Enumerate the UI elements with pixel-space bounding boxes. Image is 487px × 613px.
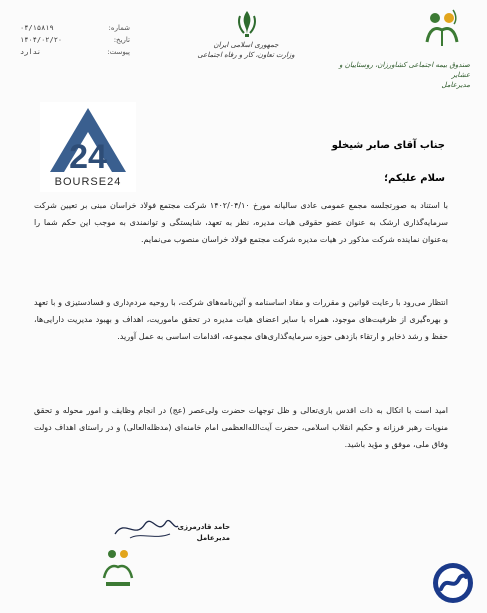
- ministry-name: [196, 40, 296, 60]
- meta-label: تاریخ:: [113, 36, 130, 44]
- bourse24-mark-icon: [40, 102, 136, 176]
- fund-logo-icon: [423, 8, 461, 48]
- svg-text:24: 24: [69, 138, 107, 176]
- paragraph-appointment: با استناد به صورتجلسه مجمع عمومی عادی سالیانه مورخ ۱۴۰۲/۰۴/۱۰ شرکت مجتمع فولاد خراسان مبنی بر تعیین شرکت سرمایه‌گذاری ارشک به عنوان عضو حقوقی هیات مدیره، نظر به تعهد، شایستگی و توانمندی به موجب این حکم شما را به‌عنوان نماینده شرکت مذکور در هیات مدیره شرکت مجتمع فولاد خراسان منصوب می‌نمایم.: [34, 201, 448, 244]
- watermark-logo-icon: [431, 561, 475, 605]
- letter-meta: [20, 22, 130, 58]
- signatory: [160, 522, 230, 544]
- signatory-role: مدیرعامل: [196, 534, 230, 542]
- bourse24-logo: [40, 102, 136, 192]
- paragraph-closing: امید است با اتکال به ذات اقدس باری‌تعالی و ظل توجهات حضرت ولی‌عصر (عج) در انجام وظایف و امور محوله و تحقق منویات رهبر فرزانه و حکیم انقلاب اسلامی، حضرت آیت‌الله‌العظمی امام خامنه‌ای (مدظله‌العالی) و در راستای اهداف دولت وفاق ملی، موفق و مؤید باشید.: [34, 406, 448, 449]
- fund-name: [330, 60, 470, 90]
- meta-number: [20, 22, 130, 34]
- bourse24-wordmark: BOURSE24: [54, 176, 122, 188]
- greeting: سلام علیکم؛: [384, 173, 445, 184]
- meta-date: [20, 34, 130, 46]
- iran-emblem-icon: [232, 8, 262, 38]
- signatory-name: حامد قادرمرزی: [177, 523, 230, 531]
- org-line2: مدیرعامل: [441, 81, 470, 89]
- ministry-line1: جمهوری اسلامی ایران: [213, 41, 279, 49]
- meta-value: ۱۴۰۴/۰۲/۲۰: [20, 36, 63, 44]
- meta-label: پیوست:: [107, 48, 130, 56]
- stamp-logo-icon: [100, 544, 136, 590]
- ministry-line2: وزارت تعاون، کار و رفاه اجتماعی: [197, 51, 295, 59]
- recipient-title: جناب آقای صابر شیخلو: [331, 140, 445, 151]
- meta-attachment: [20, 46, 130, 58]
- meta-value: ۰۴/۱۵۸۱۹: [20, 24, 54, 32]
- org-line1: صندوق بیمه اجتماعی کشاورزان، روستاییان و عشایر: [339, 61, 470, 79]
- meta-label: شماره:: [108, 24, 130, 32]
- meta-value: ندارد: [20, 48, 42, 56]
- paragraph-expectations: انتظار می‌رود با رعایت قوانین و مقررات و مفاد اساسنامه و آئین‌نامه‌های شرکت، با روحیه مردم‌داری و فسادستیزی و با تعهد و بهره‌گیری از ظرفیت‌های موجود، همراه با سایر اعضای هیات مدیره در تحقق ماموریت، اهداف و بهبود مدیریت دارایی‌ها، حفظ و رشد ذخایر و ارتقاء بازدهی حوزه سرمایه‌گذاری‌های مجموعه، اقدامات اساسی به عمل آورید.: [34, 298, 448, 341]
